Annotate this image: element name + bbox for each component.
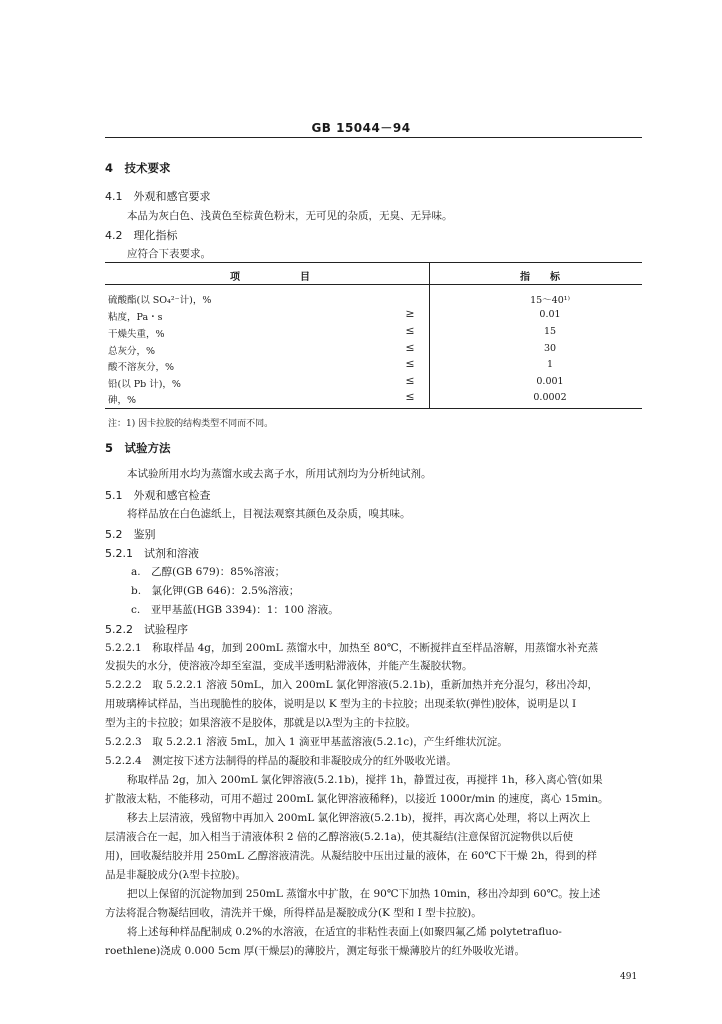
section-4-heading: 4 技术要求	[105, 161, 171, 175]
table-row-symbol: ≤	[405, 341, 415, 354]
paragraph-line: 把以上保留的沉淀物加到 250mL 蒸馏水中扩散，在 90℃下加热 10min，移出冷却到 60℃。按上述	[127, 888, 601, 900]
paragraph-line: 用玻璃棒试样品，当出现脆性的胶体，说明是以 K 型为主的卡拉胶；出现柔软(弹性)胶体，说明是以 I	[105, 698, 577, 710]
paragraph-line: 将上述每种样品配制成 0.2%的水溶液，在适宜的非粘性表面上(如聚四氟乙烯 polytetrafluo-	[127, 926, 562, 938]
document-header: GB 15044－94	[311, 121, 411, 135]
section-4-2-heading: 4.2 理化指标	[105, 229, 178, 242]
table-row-value: 15～40¹⁾	[530, 295, 570, 306]
header-rule	[105, 137, 642, 138]
table-row-item: 酸不溶灰分，%	[108, 362, 175, 373]
paragraph-line: 5.2.2.1 称取样品 4g，加到 200mL 蒸馏水中，加热至 80℃，不断搅拌直至样品溶解，用蒸馏水补充蒸	[105, 642, 599, 654]
section-5-1-heading: 5.1 外观和感官检查	[105, 489, 211, 502]
table-row-item: 干燥失重，%	[108, 329, 165, 340]
paragraph-line: roethlene)浇成 0.000 5cm 厚(干燥层)的薄胶片，测定每张干燥薄胶片的红外吸收光谱。	[105, 945, 525, 957]
table-header-rule	[105, 284, 642, 285]
list-item: b. 氯化钾(GB 646)：2.5%溶液；	[131, 585, 300, 597]
paragraph-line: 称取样品 2g，加入 200mL 氯化钾溶液(5.2.1b)，搅拌 1h，静置过夜，再搅拌 1h，移入离心管(如果	[127, 774, 603, 786]
table-row-symbol: ≥	[405, 307, 415, 320]
paragraph-line: 5.2.2.3 取 5.2.2.1 溶液 5mL，加入 1 滴亚甲基蓝溶液(5.2.1c)，产生纤维状沉淀。	[105, 736, 508, 748]
paragraph-line: 5.2.2.2 取 5.2.2.1 溶液 50mL，加入 200mL 氯化钾溶液(5.2.1b)，重新加热并充分混匀，移出冷却，	[105, 679, 599, 691]
section-5-heading: 5 试验方法	[105, 441, 171, 455]
table-row-value: 0.01	[539, 309, 561, 320]
table-row-item: 总灰分，%	[108, 346, 156, 357]
paragraph-line: 发损失的水分，使溶液冷却至室温，变成半透明粘滞液体，并能产生凝胶状物。	[105, 660, 473, 672]
table-row-symbol: ≤	[405, 390, 415, 403]
page-number: 491	[620, 972, 638, 982]
section-5-intro: 本试验所用水均为蒸馏水或去离子水，所用试剂均为分析纯试剂。	[127, 468, 432, 480]
table-row-value: 0.001	[536, 376, 564, 387]
table-header-item: 项 目	[230, 272, 310, 283]
paragraph-line: 品是非凝胶成分(λ型卡拉胶)。	[105, 869, 246, 881]
section-5-2-2-heading: 5.2.2 试验程序	[105, 623, 188, 636]
paragraph-line: 扩散液太粘，不能移动，可用不超过 200mL 氯化钾溶液稀释)，以接近 1000r/min 的速度，离心 15min。	[105, 793, 609, 805]
paragraph-line: 方法将混合物凝结回收，清洗并干燥，所得样品是凝胶成分(K 型和 I 型卡拉胶)。	[105, 907, 482, 919]
table-row-symbol: ≤	[405, 357, 415, 370]
table-row-item: 硫酸酯(以 SO₄²⁻计)，%	[108, 295, 212, 306]
section-5-1-text: 将样品放在白色滤纸上，目视法观察其颜色及杂质，嗅其味。	[127, 508, 411, 520]
table-row-item: 砷，%	[108, 395, 137, 406]
section-4-2-text: 应符合下表要求。	[127, 248, 211, 260]
table-header-value: 指 标	[520, 272, 560, 283]
paragraph-line: 移去上层清液，残留物中再加入 200mL 氯化钾溶液(5.2.1b)，搅拌，再次离心处理，将以上两次上	[127, 812, 591, 824]
table-row-symbol: ≤	[405, 374, 415, 387]
section-4-1-text: 本品为灰白色、浅黄色至棕黄色粉末，无可见的杂质，无臭、无异味。	[127, 210, 453, 222]
paragraph-line: 5.2.2.4 测定按下述方法制得的样品的凝胶和非凝胶成分的红外吸收光谱。	[105, 755, 457, 767]
table-row-value: 30	[543, 343, 557, 354]
table-note: 注：1) 因卡拉胶的结构类型不同而不同。	[108, 419, 274, 429]
table-row-value: 1	[546, 359, 554, 370]
table-row-value: 15	[543, 326, 557, 337]
table-row-symbol: ≤	[405, 324, 415, 337]
paragraph-line: 型为主的卡拉胶；如果溶液不是胶体，那就是以λ型为主的卡拉胶。	[105, 717, 417, 729]
paragraph-line: 用)，回收凝结胶并用 250mL 乙醇溶液清洗。从凝结胶中压出过量的液体，在 60℃下干燥 2h，得到的样	[105, 850, 597, 862]
table-bottom-rule	[105, 408, 642, 409]
section-5-2-heading: 5.2 鉴别	[105, 528, 156, 541]
table-row-item: 粘度，Pa・s	[108, 312, 163, 323]
section-5-2-1-heading: 5.2.1 试剂和溶液	[105, 547, 199, 560]
list-item: c. 亚甲基蓝(HGB 3394)：1：100 溶液。	[131, 604, 339, 616]
table-row-item: 铅(以 Pb 计)，%	[108, 379, 181, 390]
table-top-rule	[105, 262, 642, 263]
section-4-1-heading: 4.1 外观和感官要求	[105, 190, 211, 203]
list-item: a. 乙醇(GB 679)：85%溶液；	[131, 566, 286, 578]
table-row-value: 0.0002	[533, 392, 567, 403]
paragraph-line: 层清液合在一起，加入相当于清液体积 2 倍的乙醇溶液(5.2.1a)，使其凝结(注意保留沉淀物供以后使	[105, 831, 574, 843]
